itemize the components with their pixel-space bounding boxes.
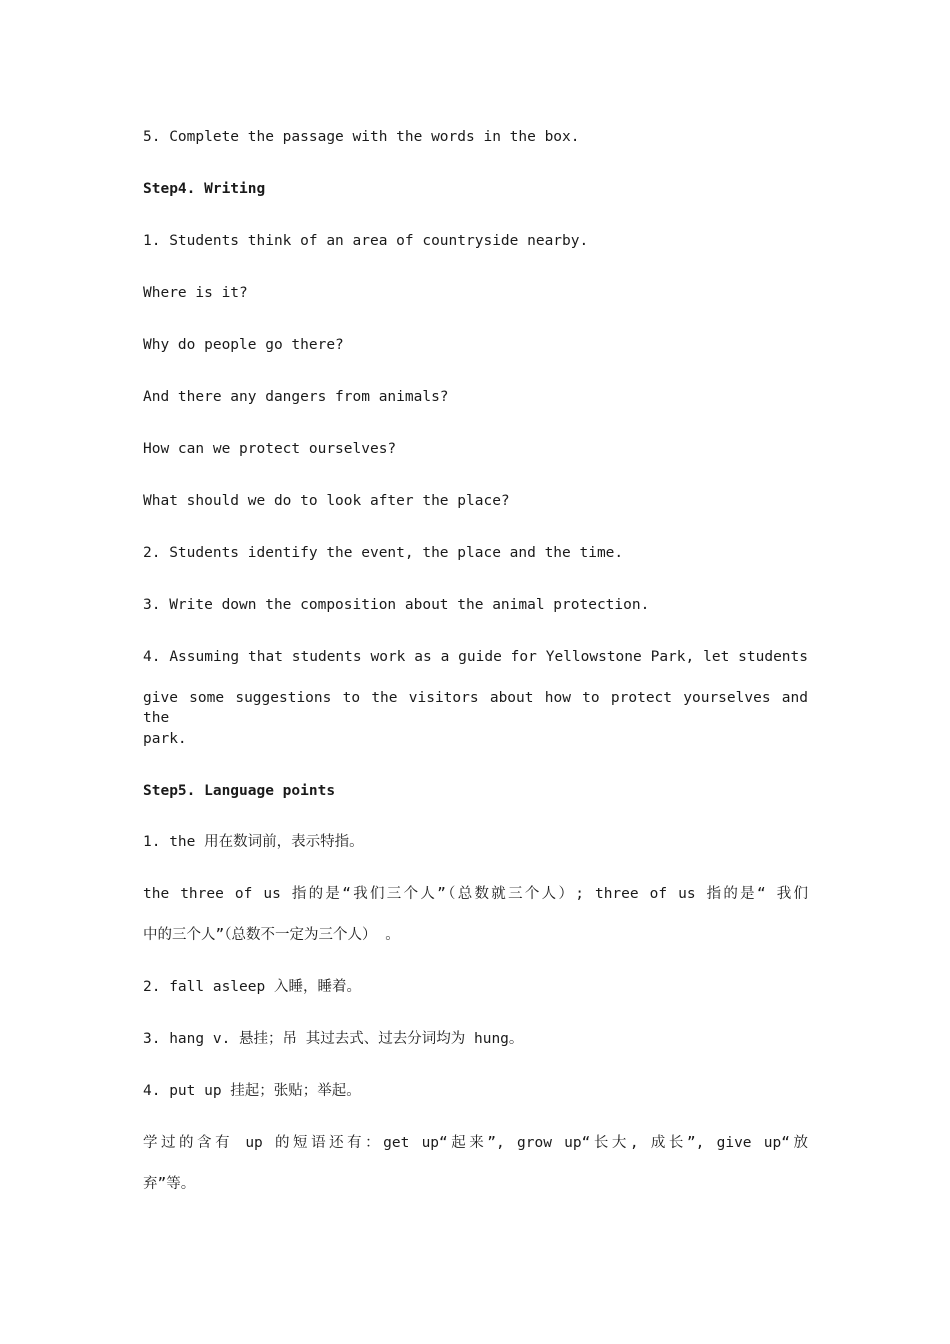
language-point: 学过的含有 up 的短语还有：get up“起来”, grow up“长大, 成长”, give up“放 [143,1135,808,1151]
question-line: What should we do to look after the place? [143,493,510,509]
question-line: Where is it? [143,285,248,301]
question-line: And there any dangers from animals? [143,389,449,405]
paragraph-line: 4. Assuming that students work as a guide for Yellowstone Park, let students [143,649,808,665]
section-heading: Step5. Language points [143,783,336,799]
exercise-line: 5. Complete the passage with the words in the box. [143,129,580,145]
paragraph-line: 1. Students think of an area of countryside nearby. [143,233,589,249]
language-point: the three of us 指的是“我们三个人”（总数就三个人）; three of us 指的是“ 我们 [143,886,808,902]
language-point: 1. the 用在数词前，表示特指。 [143,834,364,850]
paragraph-line: 2. Students identify the event, the place and the time. [143,545,624,561]
language-point: 3. hang v. 悬挂；吊 其过去式、过去分词均为 hung。 [143,1031,524,1047]
paragraph-line: 3. Write down the composition about the animal protection. [143,597,650,613]
question-line: Why do people go there? [143,337,344,353]
paragraph-line: park. [143,731,187,747]
language-point: 中的三个人”（总数不一定为三个人） 。 [143,927,400,943]
paragraph-line: give some suggestions to the visitors about how to protect yourselves and the [143,690,808,726]
language-point: 弃”等。 [143,1176,196,1192]
language-point: 4. put up 挂起；张贴；举起。 [143,1083,361,1099]
language-point: 2. fall asleep 入睡，睡着。 [143,979,361,995]
section-heading: Step4. Writing [143,181,266,197]
question-line: How can we protect ourselves? [143,441,397,457]
